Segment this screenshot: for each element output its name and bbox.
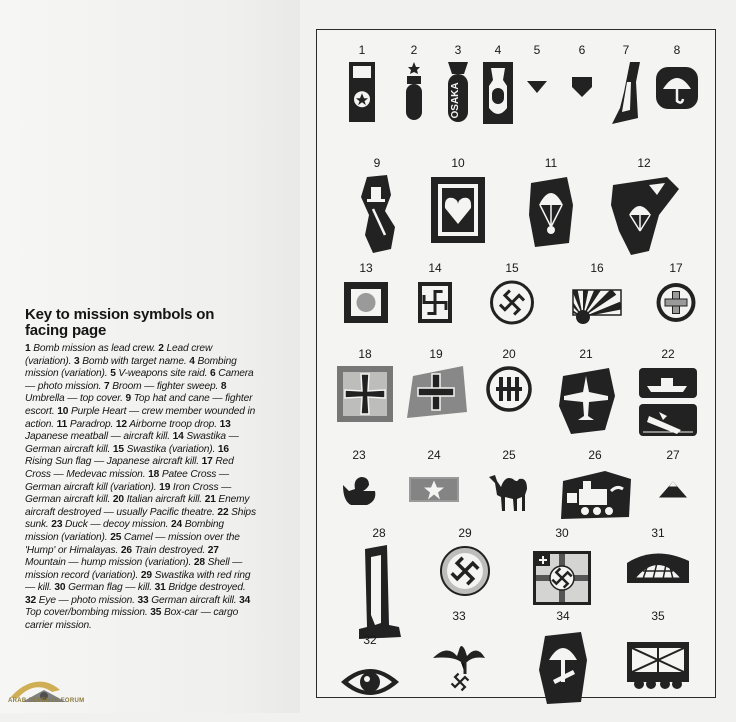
symbol-cell	[609, 156, 679, 265]
symbol-cell	[485, 347, 533, 422]
symbol-number: 29	[458, 526, 472, 540]
key-entry-text: German flag — kill.	[68, 582, 152, 594]
symbol-cell	[355, 156, 399, 263]
symbol-cell	[355, 526, 403, 650]
key-entry-text: Red Cross — Medevac mission.	[25, 456, 234, 480]
symbol-cell	[539, 609, 587, 716]
key-entry-number: 11	[56, 418, 68, 430]
key-entry-number: 16	[217, 443, 229, 455]
symbol-cell	[438, 43, 478, 134]
symbol-cell	[339, 448, 379, 522]
key-entry-text: Ships sunk.	[25, 506, 256, 531]
key-entry-text: Airborne troop drop.	[129, 418, 217, 430]
triangle-icon	[522, 62, 552, 112]
symbol-cell	[533, 526, 591, 615]
symbol-cell	[653, 43, 701, 122]
patee-cross-icon	[337, 366, 393, 422]
german-eagle-icon	[431, 630, 487, 694]
key-entry-text: Top hat and cane — fighter escort.	[25, 393, 253, 417]
airborne-drop-icon	[609, 175, 679, 255]
symbol-cell	[342, 261, 390, 335]
symbol-cell	[405, 347, 467, 428]
italian-fasces-icon	[485, 366, 533, 412]
symbol-cell	[557, 347, 615, 444]
symbol-number: 3	[454, 43, 462, 57]
key-entry-number: 23	[51, 519, 63, 531]
symbol-number: 28	[372, 526, 386, 540]
symbol-cell	[489, 261, 535, 335]
symbol-cell	[431, 609, 487, 706]
key-entry-text: Mountain — hump mission (variation).	[25, 557, 192, 569]
watermark-logo	[0, 668, 90, 713]
key-entry-text: Paradrop.	[69, 418, 114, 430]
key-entry-text: Bomb mission as lead crew.	[33, 343, 156, 354]
symbol-cell	[409, 448, 459, 522]
symbol-number: 26	[588, 448, 602, 462]
iron-cross-icon	[405, 366, 467, 418]
symbol-number: 35	[651, 609, 665, 623]
symbol-number: 33	[452, 609, 466, 623]
key-entry-text: Duck — decoy mission.	[65, 519, 169, 531]
key-entry-text: Iron Cross — German aircraft kill.	[25, 481, 232, 506]
symbol-cell	[654, 261, 698, 335]
symbol-number: 5	[533, 43, 541, 57]
symbol-number: 17	[669, 261, 683, 275]
symbol-cell	[611, 43, 641, 134]
symbol-number: 6	[578, 43, 586, 57]
symbol-number: 21	[579, 347, 593, 361]
symbol-number: 15	[505, 261, 519, 275]
bomb-silhouette-icon	[478, 62, 518, 124]
key-entry-number: 8	[220, 380, 227, 392]
swastika-square-icon	[417, 280, 453, 325]
red-cross-icon	[654, 280, 698, 325]
key-entry-number: 4	[189, 355, 195, 367]
top-cover-bomb-icon	[539, 630, 587, 704]
symbol-cell	[527, 156, 575, 257]
key-entry-text: German aircraft kill.	[151, 594, 237, 606]
key-entry-text: Eye — photo mission.	[38, 594, 135, 606]
top-hat-cane-icon	[355, 175, 399, 253]
box-car-icon	[625, 630, 691, 694]
symbol-number: 34	[556, 609, 570, 623]
symbol-cell	[439, 526, 491, 607]
german-flag-icon	[533, 545, 591, 605]
symbol-number: 1	[358, 43, 366, 57]
symbol-number: 20	[502, 347, 516, 361]
symbol-number: 25	[502, 448, 516, 462]
symbol-cell	[478, 43, 518, 134]
symbol-number: 30	[555, 526, 569, 540]
symbol-cell	[417, 261, 453, 335]
key-entry-text: Lead crew (variation).	[25, 343, 213, 367]
key-entry-text: Box-car — cargo carrier mission.	[25, 607, 239, 632]
symbol-number: 23	[352, 448, 366, 462]
key-entry-number: 24	[171, 519, 183, 531]
key-entry-text: Bombing mission (variation).	[25, 355, 237, 380]
symbol-cell	[522, 43, 552, 122]
symbol-number: 2	[410, 43, 418, 57]
key-entry-number: 29	[140, 569, 152, 581]
symbol-cell	[625, 609, 691, 706]
key-entry-number: 3	[74, 355, 80, 367]
symbol-number: 9	[373, 156, 381, 170]
symbol-number: 12	[637, 156, 651, 170]
symbol-cell	[569, 261, 625, 335]
key-entry-number: 25	[110, 531, 122, 543]
key-entry-number: 30	[54, 582, 66, 594]
key-entry-text: Train destroyed.	[134, 544, 206, 556]
symbol-number: 18	[358, 347, 372, 361]
symbol-number: 32	[363, 633, 377, 647]
key-entry-number: 26	[120, 544, 132, 556]
camera-icon	[567, 62, 597, 112]
key-entry-number: 33	[137, 594, 149, 606]
umbrella-icon	[653, 62, 701, 112]
key-entry-number: 12	[115, 418, 127, 430]
meatball-icon	[342, 280, 390, 325]
symbol-number: 11	[544, 156, 558, 170]
symbol-cell	[339, 633, 401, 722]
symbol-number: 24	[427, 448, 441, 462]
train-icon	[557, 467, 633, 519]
parachute-icon	[527, 175, 575, 247]
key-entry-number: 19	[159, 481, 171, 493]
key-entry-number: 2	[158, 343, 164, 354]
symbol-number: 22	[661, 347, 675, 361]
key-entry-number: 10	[57, 405, 69, 417]
symbol-cell	[337, 43, 387, 132]
key-entry-number: 32	[25, 594, 37, 606]
eye-icon	[339, 652, 401, 712]
symbol-number: 7	[622, 43, 630, 57]
key-entry-number: 28	[193, 557, 205, 569]
mountain-icon	[657, 467, 689, 512]
key-entry-text: Purple Heart — crew member wounded in action.	[25, 405, 256, 430]
symbol-number: 19	[429, 347, 443, 361]
key-entry-text: Enemy aircraft destroyed — usually Pacific theatre.	[25, 494, 250, 518]
enemy-aircraft-icon	[557, 366, 615, 434]
key-entry-number: 21	[204, 494, 216, 506]
key-entry-number: 15	[112, 443, 124, 455]
symbol-cell	[394, 43, 434, 134]
key-entry-text: Top cover/bombing mission.	[25, 607, 148, 619]
key-entry-text: Rising Sun flag — Japanese aircraft kill.	[25, 456, 199, 468]
key-entry-text: Italian aircraft kill.	[126, 494, 202, 506]
shell-icon	[355, 545, 403, 640]
symbol-cell	[625, 526, 691, 600]
key-entry-number: 5	[110, 368, 116, 380]
bomb-osaka-icon	[438, 62, 478, 124]
key-entry-number: 7	[104, 380, 110, 392]
star-banner-icon	[409, 467, 459, 512]
key-entry-number: 1	[25, 343, 31, 354]
symbol-number: 27	[666, 448, 680, 462]
key-entry-number: 31	[154, 582, 166, 594]
key-entry-text: Camel — mission over the 'Hump' or Himalayas.	[25, 531, 240, 556]
key-entry-number: 34	[239, 594, 251, 606]
key-entry-number: 17	[201, 456, 213, 468]
key-entry-number: 14	[172, 431, 184, 443]
symbol-number: 16	[590, 261, 604, 275]
key-entry-text: V-weapons site raid.	[118, 368, 208, 380]
key-text	[25, 343, 257, 633]
symbol-cell	[427, 156, 489, 255]
key-entry-number: 9	[125, 393, 132, 405]
lead-bomb-star-icon	[337, 62, 387, 122]
symbol-number: 13	[359, 261, 373, 275]
heart-icon	[427, 175, 489, 245]
key-entry-number: 6	[210, 368, 216, 380]
key-entry-text: Shell — mission record (variation).	[25, 557, 243, 581]
key-entry-text: Bridge destroyed.	[168, 582, 246, 594]
bomb-star-icon	[394, 62, 434, 124]
duck-icon	[339, 467, 379, 512]
key-entry-number: 13	[219, 418, 231, 430]
symbol-number: 14	[428, 261, 442, 275]
key-block	[25, 307, 257, 633]
key-entry-number: 35	[150, 607, 162, 619]
swastika-circle-icon	[489, 280, 535, 325]
key-title: Key to mission symbols on facing page	[25, 306, 215, 339]
watermark-text: ARAB DEFENSE FORUM	[8, 698, 85, 704]
symbol-number: 8	[673, 43, 681, 57]
symbol-number: 10	[451, 156, 465, 170]
key-entry-number: 22	[217, 506, 229, 518]
symbols-panel	[316, 29, 716, 698]
rising-sun-flag-icon	[569, 280, 625, 325]
symbol-cell	[485, 448, 533, 525]
symbol-number: 4	[494, 43, 502, 57]
camel-icon	[485, 467, 533, 515]
key-entry-number: 20	[112, 494, 124, 506]
swastika-ring-icon	[439, 545, 491, 597]
symbol-cell	[337, 347, 393, 432]
symbol-number: 31	[651, 526, 665, 540]
broom-icon	[611, 62, 641, 124]
symbol-cell	[557, 448, 633, 529]
key-entry-text: Swastika (variation).	[126, 443, 216, 455]
symbol-cell	[657, 448, 689, 522]
key-entry-text: Japanese meatball — aircraft kill.	[25, 431, 170, 443]
key-entry-text: Swastika with red ring — kill.	[25, 569, 251, 594]
key-entry-text: Bomb with target name.	[82, 355, 187, 367]
key-entry-text: Umbrella — top cover.	[25, 393, 123, 405]
key-entry-text: Camera — photo mission.	[25, 368, 254, 392]
key-entry-text: Swastika — German aircraft kill.	[25, 431, 239, 455]
key-entry-number: 18	[148, 468, 160, 480]
key-entry-number: 27	[207, 544, 219, 556]
key-entry-text: Broom — fighter sweep.	[112, 380, 219, 392]
symbol-cell	[637, 347, 699, 448]
symbol-cell	[567, 43, 597, 122]
key-entry-text: Patee Cross — German aircraft kill (variation).	[25, 468, 229, 493]
key-entry-text: Bombing mission (variation).	[25, 519, 224, 543]
ships-sunk-icon	[637, 366, 699, 438]
svg-text:OSAKA: OSAKA	[450, 82, 461, 119]
bridge-icon	[625, 545, 691, 590]
